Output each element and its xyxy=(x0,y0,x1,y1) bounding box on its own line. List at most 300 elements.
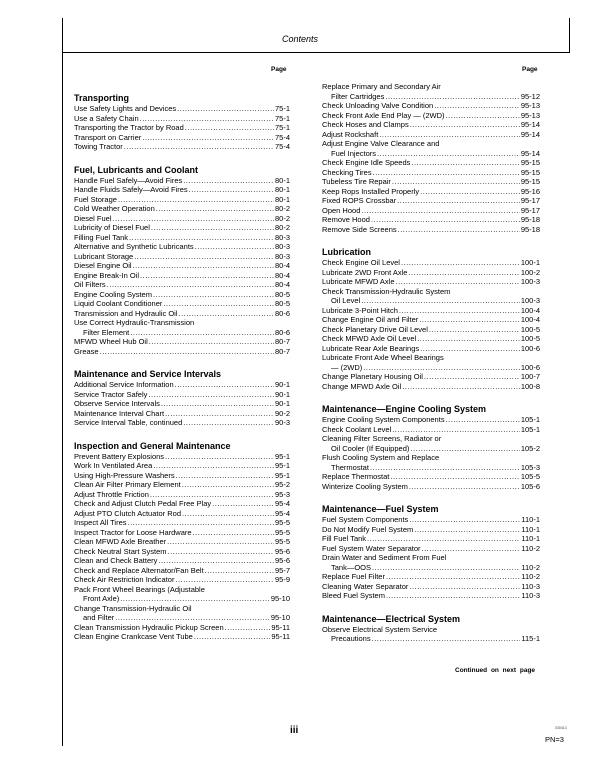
toc-entry-title: Fuel System Components xyxy=(322,515,409,524)
toc-entry-title: Inspect Tractor for Loose Hardware xyxy=(74,527,192,537)
toc-entry-title: Check MFWD Axle Oil Level xyxy=(322,334,417,343)
toc-entry-title: Oil Level xyxy=(331,296,361,305)
toc-entry xyxy=(74,632,290,642)
toc-entry xyxy=(322,111,540,121)
toc-entry-page: 90-1 xyxy=(274,389,290,399)
toc-entry-page: 100-1 xyxy=(520,258,540,267)
toc-entry-page: 95-5 xyxy=(274,537,290,546)
toc-entry xyxy=(74,223,290,233)
toc-entry xyxy=(74,528,290,538)
toc-entry-line: Use Correct Hydraulic-Transmission xyxy=(74,318,195,327)
toc-entry-page: 80-1 xyxy=(274,185,290,194)
toc-entry-title: Remove Side Screens xyxy=(322,224,397,234)
toc-entry xyxy=(322,325,540,335)
toc-entry-page: 75-1 xyxy=(274,113,290,123)
document-code: 030413 xyxy=(555,726,567,730)
toc-entry-page: 100-4 xyxy=(520,305,540,315)
dot-leader xyxy=(385,92,519,102)
toc-entry-page: 75-4 xyxy=(274,132,290,142)
dot-leader xyxy=(120,594,270,604)
dot-leader xyxy=(225,623,271,633)
toc-entry-page: 95-14 xyxy=(520,148,540,158)
dot-leader xyxy=(446,111,520,121)
toc-entry xyxy=(74,518,290,528)
toc-entry-title: and Filter xyxy=(83,613,115,622)
toc-entry-page: 95-10 xyxy=(270,594,290,603)
toc-entry-page: 95-11 xyxy=(271,622,290,632)
dot-leader xyxy=(183,176,274,186)
toc-entry xyxy=(74,133,290,143)
toc-entry-page: 105-6 xyxy=(520,481,540,491)
toc-entry-page: 95-3 xyxy=(274,489,290,499)
toc-entry xyxy=(322,344,540,354)
toc-entry xyxy=(322,177,540,187)
toc-entry-title: Check Front Axle End Play — (2WD) xyxy=(322,110,445,120)
toc-entry-page: 90-2 xyxy=(274,408,290,418)
toc-entry xyxy=(74,461,290,471)
toc-entry-title: Using High-Pressure Washers xyxy=(74,470,175,480)
toc-entry xyxy=(322,277,540,287)
toc-entry xyxy=(322,296,540,306)
dot-leader xyxy=(129,233,274,243)
toc-entry xyxy=(74,409,290,419)
toc-entry-title: Transport on Carrier xyxy=(74,132,142,142)
toc-entry-page: 95-17 xyxy=(520,205,540,215)
toc-entry xyxy=(322,591,540,601)
dot-leader xyxy=(134,252,274,262)
toc-entry xyxy=(322,472,540,482)
toc-entry xyxy=(322,482,540,492)
toc-entry-page: 100-6 xyxy=(520,343,540,353)
dot-leader xyxy=(212,499,274,509)
dot-leader xyxy=(401,258,520,268)
toc-entry-title: Oil Filters xyxy=(74,280,106,289)
dot-leader xyxy=(205,566,274,576)
toc-entry xyxy=(74,123,290,133)
right-toc-column xyxy=(322,82,540,644)
toc-entry xyxy=(74,490,290,500)
toc-entry-title: Cleaning Water Separator xyxy=(322,581,409,591)
dot-leader xyxy=(363,363,520,373)
toc-entry xyxy=(74,185,290,195)
toc-entry-title: Adjust Throttle Friction xyxy=(74,489,149,499)
dot-leader xyxy=(434,101,520,111)
toc-entry-page: 80-4 xyxy=(274,261,290,270)
toc-entry xyxy=(322,187,540,197)
toc-entry-title: Towing Tractor xyxy=(74,142,123,151)
toc-entry-line: Pack Front Wheel Bearings (Adjustable xyxy=(74,584,205,594)
dot-leader xyxy=(140,271,274,281)
dot-leader xyxy=(182,509,274,519)
toc-entry-page: 95-13 xyxy=(520,110,540,120)
dot-leader xyxy=(390,472,519,482)
toc-entry-title: Grease xyxy=(74,346,99,356)
toc-entry xyxy=(74,142,290,152)
continued-note: Continued on next page xyxy=(455,667,536,674)
toc-entry xyxy=(74,233,290,243)
toc-entry-page: 110-3 xyxy=(521,581,540,591)
dot-leader xyxy=(397,196,520,206)
toc-entry-title: — (2WD) xyxy=(331,362,363,372)
toc-entry-title: Engine Cooling System xyxy=(74,289,152,299)
toc-entry-page: 95-17 xyxy=(520,196,540,205)
toc-entry-title: Change MFWD Axle Oil xyxy=(322,381,402,391)
toc-entry-page: 100-2 xyxy=(520,267,540,277)
dot-leader xyxy=(409,482,520,492)
dot-leader xyxy=(177,104,274,114)
toc-entry xyxy=(74,204,290,214)
toc-entry-title: Checking Tires xyxy=(322,167,372,177)
toc-entry xyxy=(74,271,290,281)
dot-leader xyxy=(410,120,520,130)
toc-entry-title: Check Engine Idle Speeds xyxy=(322,158,411,167)
toc-entry xyxy=(74,195,290,205)
toc-entry-page: 110-2 xyxy=(521,572,540,581)
toc-entry-title: Work In Ventilated Area xyxy=(74,461,153,470)
toc-entry xyxy=(322,158,540,168)
toc-entry xyxy=(322,258,540,268)
toc-entry-line: Drain Water and Sediment From Fuel xyxy=(322,553,447,562)
toc-entry-page: 80-3 xyxy=(274,242,290,251)
toc-entry-line: Flush Cooling System and Replace xyxy=(322,453,440,462)
toc-entry-page: 100-5 xyxy=(520,324,540,334)
toc-entry-title: Change Planetary Housing Oil xyxy=(322,372,423,381)
toc-entry-page: 80-3 xyxy=(274,232,290,242)
toc-entry xyxy=(322,634,540,644)
toc-entry-title: Check Planetary Drive Oil Level xyxy=(322,324,428,334)
toc-entry-page: 95-13 xyxy=(520,101,540,110)
toc-entry-title: Check Engine Oil Level xyxy=(322,258,400,267)
dot-leader xyxy=(189,185,274,195)
toc-entry-title: Clean Air Filter Primary Element xyxy=(74,480,181,489)
dot-leader xyxy=(414,525,520,535)
dot-leader xyxy=(185,123,274,133)
toc-entry xyxy=(322,92,540,102)
toc-entry-page: 95-6 xyxy=(274,546,290,556)
dot-leader xyxy=(408,268,519,278)
toc-entry xyxy=(74,499,290,509)
dot-leader xyxy=(367,534,520,544)
dot-leader xyxy=(175,380,274,390)
dot-leader xyxy=(446,415,520,425)
dot-leader xyxy=(398,225,520,235)
section-heading: Maintenance—Fuel System xyxy=(322,504,439,514)
toc-entry-page: 90-1 xyxy=(274,380,290,389)
toc-entry-title: Check Hoses and Clamps xyxy=(322,120,409,129)
toc-entry-page: 100-3 xyxy=(520,296,540,305)
toc-entry-page: 75-1 xyxy=(274,104,290,113)
toc-entry xyxy=(74,390,290,400)
toc-entry-page: 80-4 xyxy=(274,280,290,289)
dot-leader xyxy=(396,277,520,287)
toc-entry-page: 80-1 xyxy=(274,175,290,185)
toc-entry-title: Remove Hood xyxy=(322,215,370,224)
toc-entry-title: Lubricate 2WD Front Axle xyxy=(322,267,408,277)
toc-entry-title: Check and Replace Alternator/Fan Belt xyxy=(74,565,204,575)
left-margin-rule xyxy=(62,52,63,746)
toc-entry-page: 110-1 xyxy=(521,534,540,543)
toc-entry xyxy=(322,315,540,325)
toc-entry xyxy=(322,168,540,178)
toc-entry-page: 105-5 xyxy=(520,472,540,481)
toc-entry-page: 100-5 xyxy=(520,334,540,343)
toc-entry xyxy=(74,471,290,481)
dot-leader xyxy=(153,461,274,471)
dot-leader xyxy=(361,206,519,216)
toc-entry-page: 100-6 xyxy=(520,362,540,372)
dot-leader xyxy=(153,290,274,300)
toc-entry-page: 95-15 xyxy=(520,167,540,177)
toc-entry-page: 95-14 xyxy=(520,120,540,129)
dot-leader xyxy=(128,518,274,528)
toc-entry-title: Service Tractor Safely xyxy=(74,389,148,399)
section-heading: Maintenance—Engine Cooling System xyxy=(322,404,487,414)
dot-leader xyxy=(168,547,274,557)
dot-leader xyxy=(113,214,274,224)
dot-leader xyxy=(402,382,520,392)
toc-entry xyxy=(322,225,540,235)
dot-leader xyxy=(409,582,520,592)
toc-entry xyxy=(74,380,290,390)
toc-entry-page: 95-5 xyxy=(274,518,290,527)
toc-entry-title: Tubeless Tire Repair xyxy=(322,177,391,186)
toc-entry-title: Fuel Storage xyxy=(74,194,117,204)
toc-entry-title: Do Not Modify Fuel System xyxy=(322,524,414,534)
toc-entry-page: 110-2 xyxy=(521,562,540,572)
toc-entry-page: 80-7 xyxy=(274,337,290,346)
toc-entry-page: 100-8 xyxy=(520,381,540,391)
toc-entry-title: Replace Thermostat xyxy=(322,472,390,481)
dot-leader xyxy=(182,480,274,490)
dot-leader xyxy=(150,490,274,500)
section-heading: Lubrication xyxy=(322,247,371,257)
dot-leader xyxy=(163,299,274,309)
toc-entry-title: Use Safety Lights and Devices xyxy=(74,104,177,113)
toc-entry-title: Oil Cooler (If Equipped) xyxy=(331,443,410,453)
toc-entry xyxy=(322,544,540,554)
dot-leader xyxy=(379,130,520,140)
dot-leader xyxy=(167,537,274,547)
toc-entry-title: Bleed Fuel System xyxy=(322,591,385,600)
toc-entry-title: Lubricity of Diesel Fuel xyxy=(74,223,150,232)
dot-leader xyxy=(175,575,274,585)
toc-entry-page: 100-3 xyxy=(520,277,540,286)
toc-entry-title: Open Hood xyxy=(322,205,361,215)
dot-leader xyxy=(133,261,274,271)
toc-entry-page: 105-1 xyxy=(520,424,540,434)
dot-leader xyxy=(424,372,520,382)
toc-entry-title: Check Neutral Start System xyxy=(74,546,167,556)
toc-entry-page: 100-4 xyxy=(520,315,540,324)
toc-entry-page: 110-2 xyxy=(521,543,540,553)
toc-entry-title: Front Axle) xyxy=(83,594,120,603)
toc-entry xyxy=(322,525,540,535)
toc-entry-page: 95-6 xyxy=(274,556,290,565)
right-page-column-header: Page xyxy=(522,66,538,73)
toc-entry xyxy=(74,399,290,409)
toc-entry-page: 95-16 xyxy=(520,186,540,196)
dot-leader xyxy=(142,133,274,143)
toc-entry xyxy=(322,120,540,130)
toc-entry-page: 95-7 xyxy=(274,565,290,575)
toc-entry-page: 95-14 xyxy=(520,129,540,139)
toc-entry xyxy=(322,215,540,225)
dot-leader xyxy=(420,344,520,354)
toc-entry xyxy=(74,299,290,309)
toc-entry-title: Check and Adjust Clutch Pedal Free Play xyxy=(74,499,212,508)
dot-leader xyxy=(419,315,520,325)
toc-entry xyxy=(322,363,540,373)
toc-entry-page: 80-2 xyxy=(274,213,290,223)
toc-entry-line: Lubricate Front Axle Wheel Bearings xyxy=(322,353,444,362)
toc-entry-page: 95-1 xyxy=(274,461,290,470)
dot-leader xyxy=(373,168,520,178)
toc-entry-page: 80-6 xyxy=(274,308,290,318)
left-page-column-header: Page xyxy=(271,66,287,73)
toc-entry-title: Winterize Cooling System xyxy=(322,481,408,491)
toc-entry xyxy=(74,347,290,357)
dot-leader xyxy=(417,334,520,344)
toc-entry xyxy=(74,280,290,290)
toc-entry xyxy=(74,337,290,347)
toc-entry xyxy=(74,261,290,271)
toc-entry-title: Replace Fuel Filter xyxy=(322,572,385,581)
dot-leader xyxy=(399,306,520,316)
toc-entry xyxy=(74,623,290,633)
toc-entry xyxy=(74,242,290,252)
dot-leader xyxy=(377,149,520,159)
toc-entry-page: 80-3 xyxy=(274,251,290,261)
toc-entry xyxy=(322,563,540,573)
toc-entry xyxy=(74,252,290,262)
toc-entry-page: 105-1 xyxy=(520,415,540,424)
toc-entry xyxy=(322,382,540,392)
toc-entry-line: Observe Electrical System Service xyxy=(322,624,438,634)
toc-entry-page: 95-10 xyxy=(270,613,290,622)
dot-leader xyxy=(392,425,520,435)
toc-entry-title: Precautions xyxy=(331,634,371,643)
toc-entry-title: Keep Rops Installed Properly xyxy=(322,186,420,196)
toc-entry-title: Transmission and Hydraulic Oil xyxy=(74,308,178,318)
dot-leader xyxy=(195,242,274,252)
toc-entry-title: MFWD Wheel Hub Oil xyxy=(74,337,148,346)
toc-entry xyxy=(74,547,290,557)
section-heading: Maintenance—Electrical System xyxy=(322,613,461,624)
toc-entry-page: 80-2 xyxy=(274,223,290,232)
toc-entry-title: Lubricate Rear Axle Bearings xyxy=(322,343,420,353)
toc-entry-page: 80-4 xyxy=(274,270,290,280)
toc-entry xyxy=(322,463,540,473)
toc-entry-page: 95-9 xyxy=(274,575,290,584)
section-heading: Fuel, Lubricants and Coolant xyxy=(74,164,199,175)
dot-leader xyxy=(100,347,274,357)
toc-entry-title: Adjust Rockshaft xyxy=(322,129,379,139)
toc-entry xyxy=(322,306,540,316)
toc-entry-title: Lubricate 3-Point Hitch xyxy=(322,305,398,315)
dot-leader xyxy=(124,142,274,152)
toc-entry-title: Liquid Coolant Conditioner xyxy=(74,299,163,308)
toc-entry-page: 95-18 xyxy=(520,215,540,224)
dot-leader xyxy=(194,632,271,642)
dot-leader xyxy=(411,158,519,168)
toc-entry-page: 90-1 xyxy=(274,399,290,408)
dot-leader xyxy=(361,296,520,306)
toc-entry xyxy=(322,582,540,592)
toc-entry-title: Adjust PTO Clutch Actuator Rod xyxy=(74,508,181,518)
dot-leader xyxy=(410,444,519,454)
toc-entry xyxy=(74,176,290,186)
toc-entry xyxy=(322,334,540,344)
toc-entry-page: 105-3 xyxy=(520,462,540,472)
toc-entry-title: Prevent Battery Explosions xyxy=(74,451,165,461)
dot-leader xyxy=(429,325,520,335)
toc-entry xyxy=(322,268,540,278)
toc-entry-title: Check Air Restriction Indicator xyxy=(74,575,175,584)
toc-entry-page: 110-1 xyxy=(521,515,540,524)
toc-entry xyxy=(322,149,540,159)
toc-entry-title: Check Coolant Level xyxy=(322,424,392,434)
dot-leader xyxy=(140,114,274,124)
toc-entry-title: Transporting the Tractor by Road xyxy=(74,123,184,132)
toc-entry-title: Fuel System Water Separator xyxy=(322,543,421,553)
toc-entry xyxy=(322,101,540,111)
dot-leader xyxy=(149,337,274,347)
toc-entry-page: 75-4 xyxy=(274,142,290,151)
toc-entry xyxy=(322,515,540,525)
toc-entry xyxy=(322,196,540,206)
toc-entry-page: 95-12 xyxy=(520,91,540,101)
toc-entry-title: Use a Safety Chain xyxy=(74,113,139,123)
toc-entry-page: 80-7 xyxy=(274,346,290,356)
toc-entry-page: 110-3 xyxy=(521,591,540,600)
toc-entry xyxy=(74,594,290,604)
dot-leader xyxy=(183,418,274,428)
dot-leader xyxy=(372,563,520,573)
toc-entry-page: 95-2 xyxy=(274,480,290,489)
toc-entry-page: 80-1 xyxy=(274,194,290,204)
toc-entry xyxy=(74,309,290,319)
toc-entry-title: Tank—OOS xyxy=(331,562,372,572)
toc-entry-title: Inspect All Tires xyxy=(74,518,127,527)
pn-label: PN=3 xyxy=(545,735,564,744)
toc-entry-title: Fuel Injectors xyxy=(331,148,377,158)
section-heading: Maintenance and Service Intervals xyxy=(74,369,222,379)
toc-entry-page: 95-18 xyxy=(520,224,540,234)
toc-entry-title: Handle Fuel Safely—Avoid Fires xyxy=(74,175,183,185)
dot-leader xyxy=(409,515,520,525)
toc-entry-page: 90-3 xyxy=(274,418,290,427)
toc-entry xyxy=(74,537,290,547)
toc-entry-page: 80-6 xyxy=(274,327,290,337)
toc-entry-line: Adjust Engine Valve Clearance and xyxy=(322,139,440,148)
toc-entry xyxy=(322,130,540,140)
dot-leader xyxy=(165,409,274,419)
dot-leader xyxy=(156,204,274,214)
toc-entry xyxy=(322,534,540,544)
toc-entry-line: Change Transmission-Hydraulic Oil xyxy=(74,603,192,613)
toc-entry-title: Clean Engine Crankcase Vent Tube xyxy=(74,632,193,641)
toc-entry xyxy=(74,509,290,519)
toc-entry-page: 95-11 xyxy=(271,632,290,641)
dot-leader xyxy=(179,309,274,319)
toc-entry-page: 105-2 xyxy=(520,443,540,453)
toc-entry-title: Change Engine Oil and Filter xyxy=(322,315,419,324)
toc-entry xyxy=(74,480,290,490)
left-toc-column xyxy=(74,93,290,642)
dot-leader xyxy=(371,215,520,225)
dot-leader xyxy=(115,613,270,623)
dot-leader xyxy=(193,528,274,538)
